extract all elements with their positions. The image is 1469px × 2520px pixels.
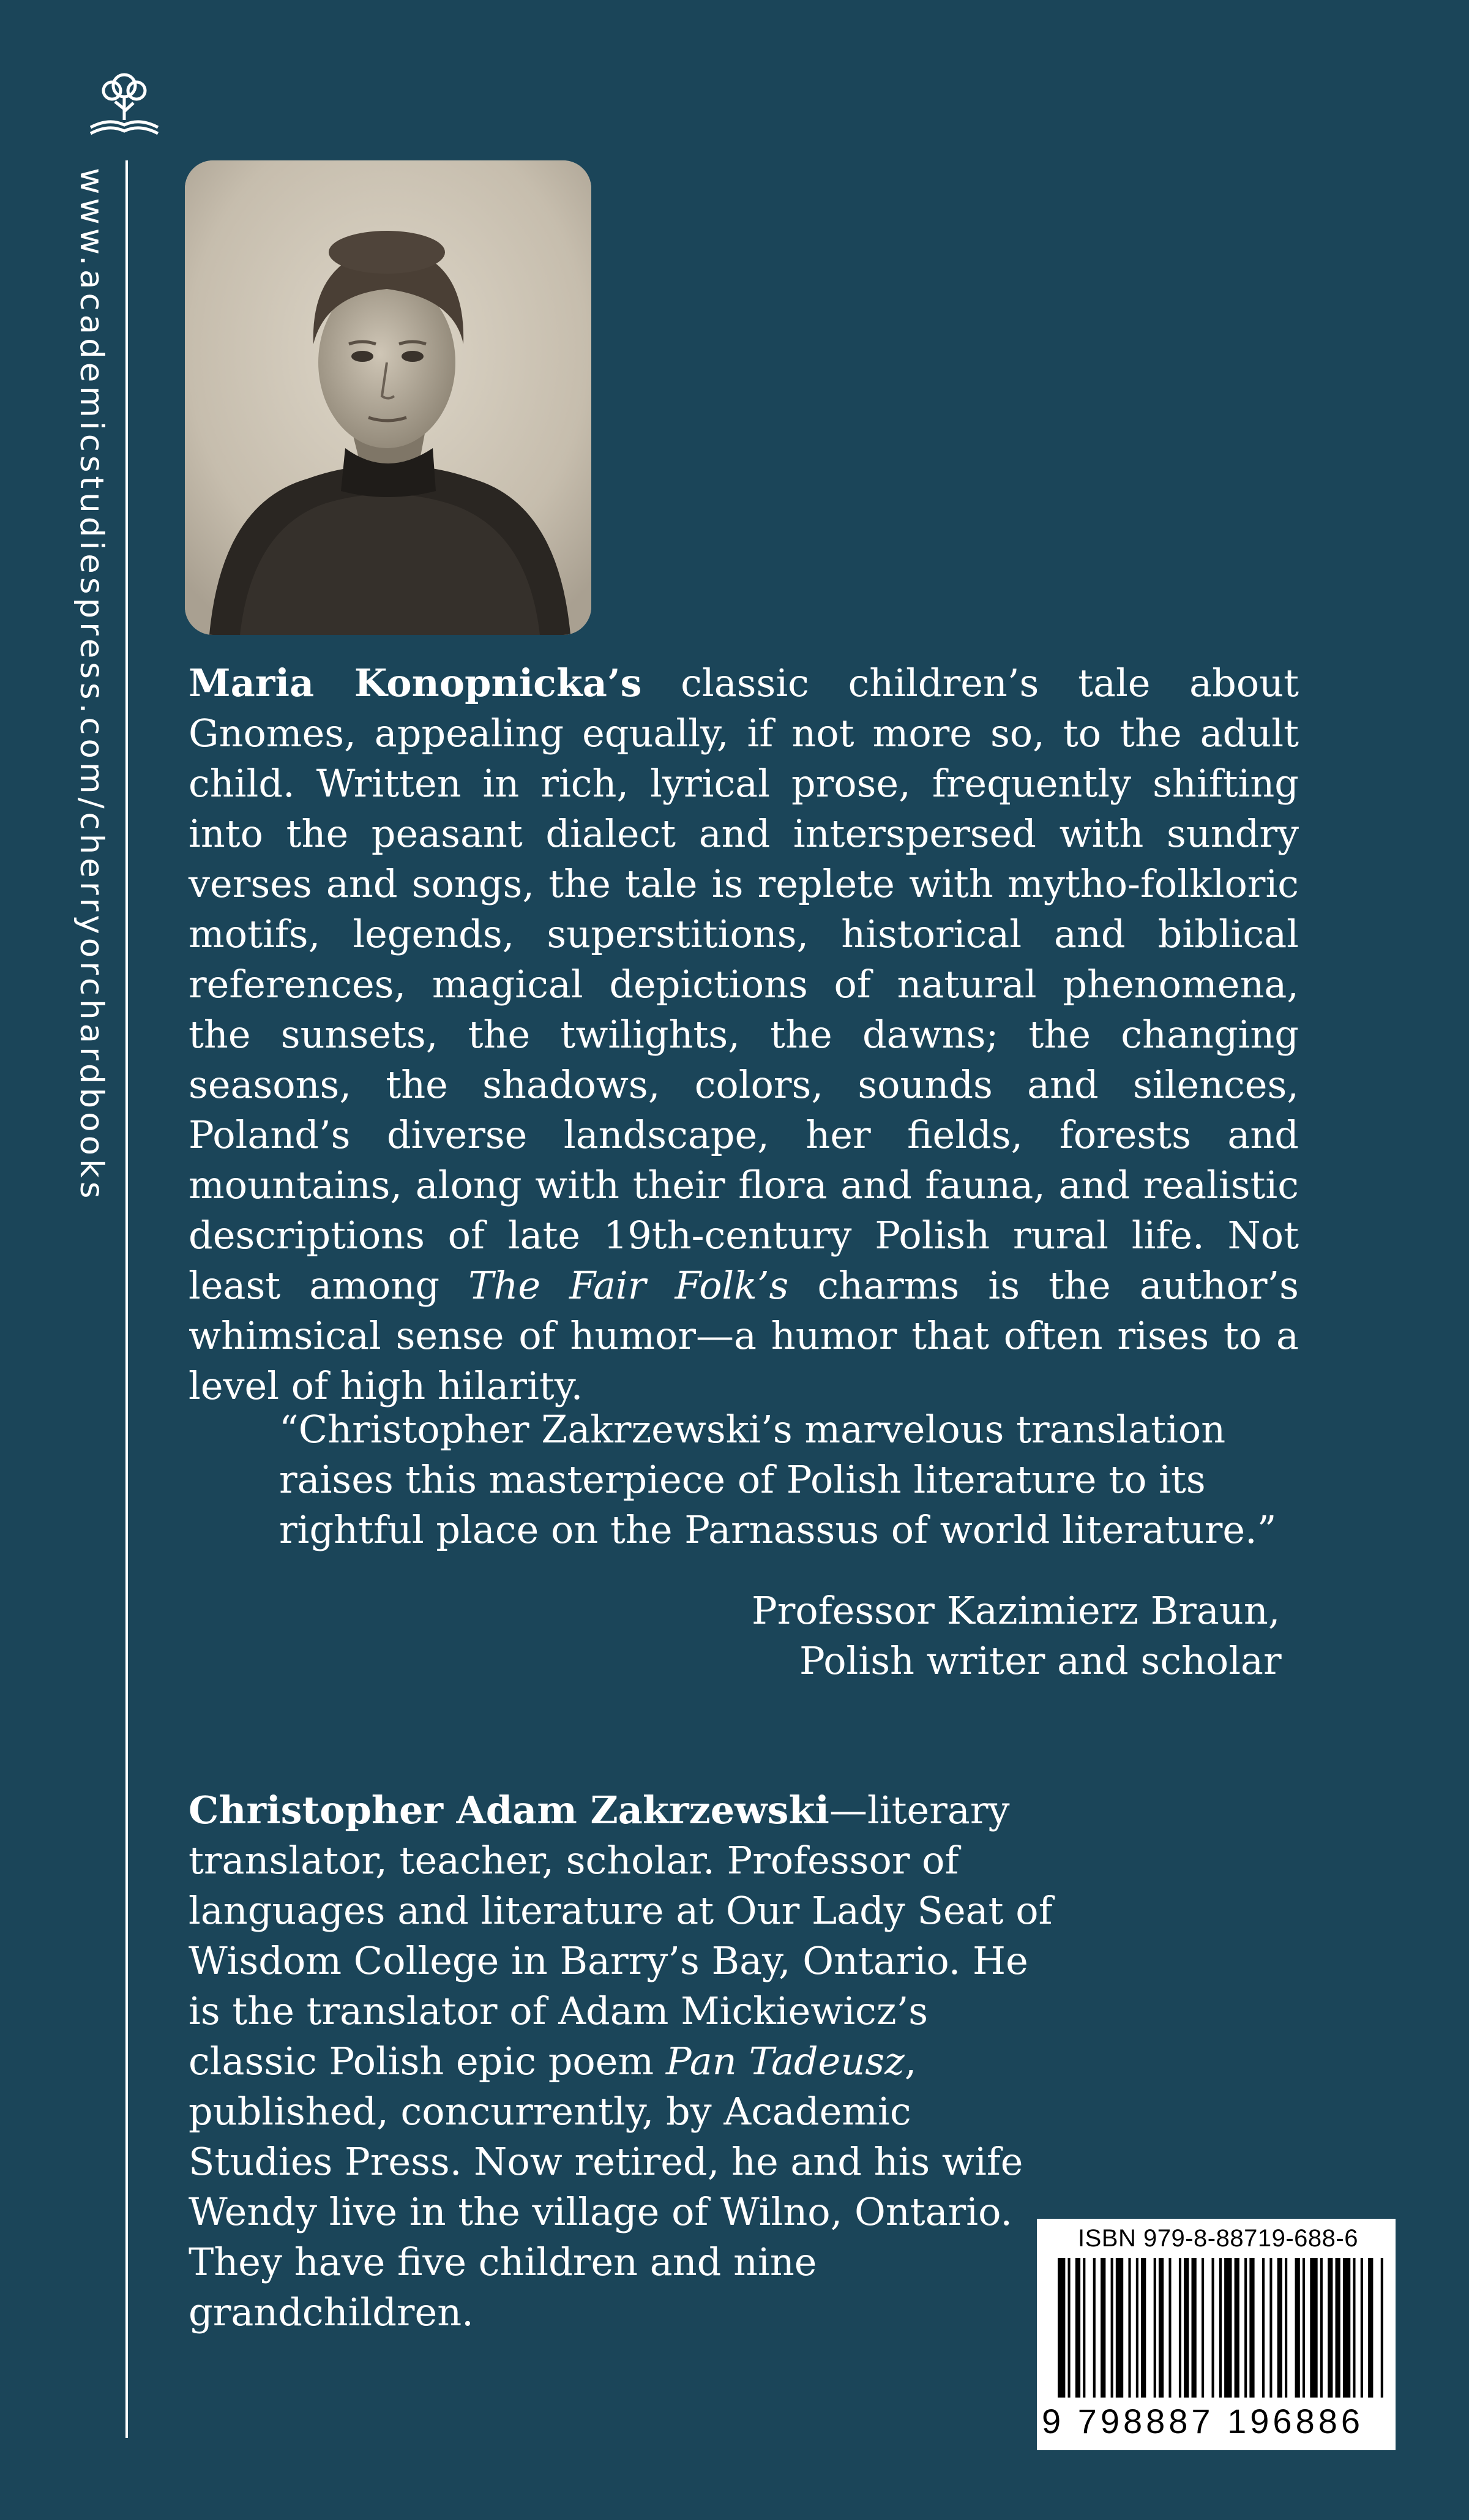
spine-divider — [125, 160, 128, 2438]
attribution-name: Professor Kazimierz Braun, — [752, 1588, 1280, 1633]
barcode-bar — [1212, 2258, 1214, 2398]
description-text-2: charms is the author’s whimsical sense of humor—a humor that often rises to a level of high hilarity. — [189, 1263, 1299, 1408]
book-title: The Fair Folk’s — [468, 1263, 789, 1308]
barcode-bar — [1361, 2258, 1363, 2398]
author-name: Maria Konopnicka’s — [189, 661, 642, 705]
barcode-bar — [1058, 2258, 1065, 2398]
bio-text-1: —literary translator, teacher, scholar. Professor of languages and literature at Our Lady Seat of Wisdom College in Barry’s Bay, Ontario. He is the translator of Adam Mickiewicz’s classic Polish epic poem — [189, 1788, 1053, 2083]
quote-attribution — [752, 1586, 1303, 1686]
isbn-label: ISBN 979-8-88719-688-6 — [1078, 2225, 1358, 2252]
barcode-bar — [1320, 2258, 1323, 2398]
barcode-bars — [1058, 2258, 1386, 2398]
barcode-bar — [1067, 2258, 1070, 2398]
barcode-bar — [1184, 2258, 1189, 2398]
barcode-bar — [1202, 2258, 1204, 2398]
barcode-bar — [1249, 2258, 1254, 2398]
publisher-url: www.academicstudiespress.com/cherryorchardbooks — [73, 168, 110, 1202]
barcode-bar — [1353, 2258, 1355, 2398]
barcode-bar — [1295, 2258, 1300, 2398]
author-portrait — [185, 160, 591, 635]
barcode-bar — [1269, 2258, 1272, 2398]
barcode-bar — [1083, 2258, 1085, 2398]
barcode-bar — [1168, 2258, 1171, 2398]
isbn-barcode — [1037, 2219, 1396, 2450]
book-description — [189, 658, 1299, 1411]
translator-name: Christopher Adam Zakrzewski — [189, 1788, 829, 1832]
barcode-bar — [1310, 2258, 1317, 2398]
barcode-bar — [1328, 2258, 1333, 2398]
barcode-digits: 9 798887 196886 — [1042, 2402, 1364, 2440]
barcode-bar — [1154, 2258, 1156, 2398]
attribution-role: Polish writer and scholar — [799, 1638, 1282, 1683]
barcode-bar — [1219, 2258, 1222, 2398]
barcode-bar — [1368, 2258, 1373, 2398]
barcode-bar — [1179, 2258, 1181, 2398]
translator-bio — [189, 1785, 1058, 2338]
barcode-bar — [1381, 2258, 1383, 2398]
barcode-bar — [1093, 2258, 1096, 2398]
barcode-bar — [1116, 2258, 1123, 2398]
barcode-bar — [1336, 2258, 1340, 2398]
tree-book-logo-icon — [66, 61, 182, 147]
description-text-1: classic children’s tale about Gnomes, appealing equally, if not more so, to the adult child. Written in rich, lyrical prose, frequently shifting into the peasant dialect and interspersed with sundry verses and songs, the tale is replete with mytho-folkloric motifs, legends, superstitions, historical and biblical references, magical depictions of natural phenomena, the sunsets, the twilights, the dawns; the changing seasons, the shadows, colors, sounds and silences, Poland’s diverse landscape, her fields, forests and mountains, along with their flora and fauna, and realistic descriptions of late 19th-century Polish rural life. Not least among — [189, 661, 1299, 1308]
barcode-bar — [1141, 2258, 1146, 2398]
bio-text-2: , published, concurrently, by Academic Studies Press. Now retired, he and his wife Wendy live in the village of Wilno, Ontario. They have five children and nine grandchildren. — [189, 2039, 1023, 2334]
barcode-bar — [1075, 2258, 1080, 2398]
barcode-bar — [1343, 2258, 1350, 2398]
barcode-bar — [1136, 2258, 1138, 2398]
barcode-bar — [1244, 2258, 1247, 2398]
barcode-bar — [1159, 2258, 1164, 2398]
barcode-bar — [1277, 2258, 1282, 2398]
barcode-bar — [1101, 2258, 1105, 2398]
barcode-bar — [1192, 2258, 1197, 2398]
barcode-bar — [1285, 2258, 1287, 2398]
barcode-bar — [1262, 2258, 1265, 2398]
barcode-bar — [1128, 2258, 1131, 2398]
barcode-bar — [1303, 2258, 1305, 2398]
work-title: Pan Tadeusz — [665, 2039, 905, 2083]
barcode-bar — [1224, 2258, 1232, 2398]
barcode-bar — [1235, 2258, 1239, 2398]
barcode-bar — [1111, 2258, 1113, 2398]
endorsement-quote: “Christopher Zakrzewski’s marvelous translation raises this masterpiece of Polish literature to its rightful place on the Parnassus of world literature.” — [279, 1407, 1277, 1552]
